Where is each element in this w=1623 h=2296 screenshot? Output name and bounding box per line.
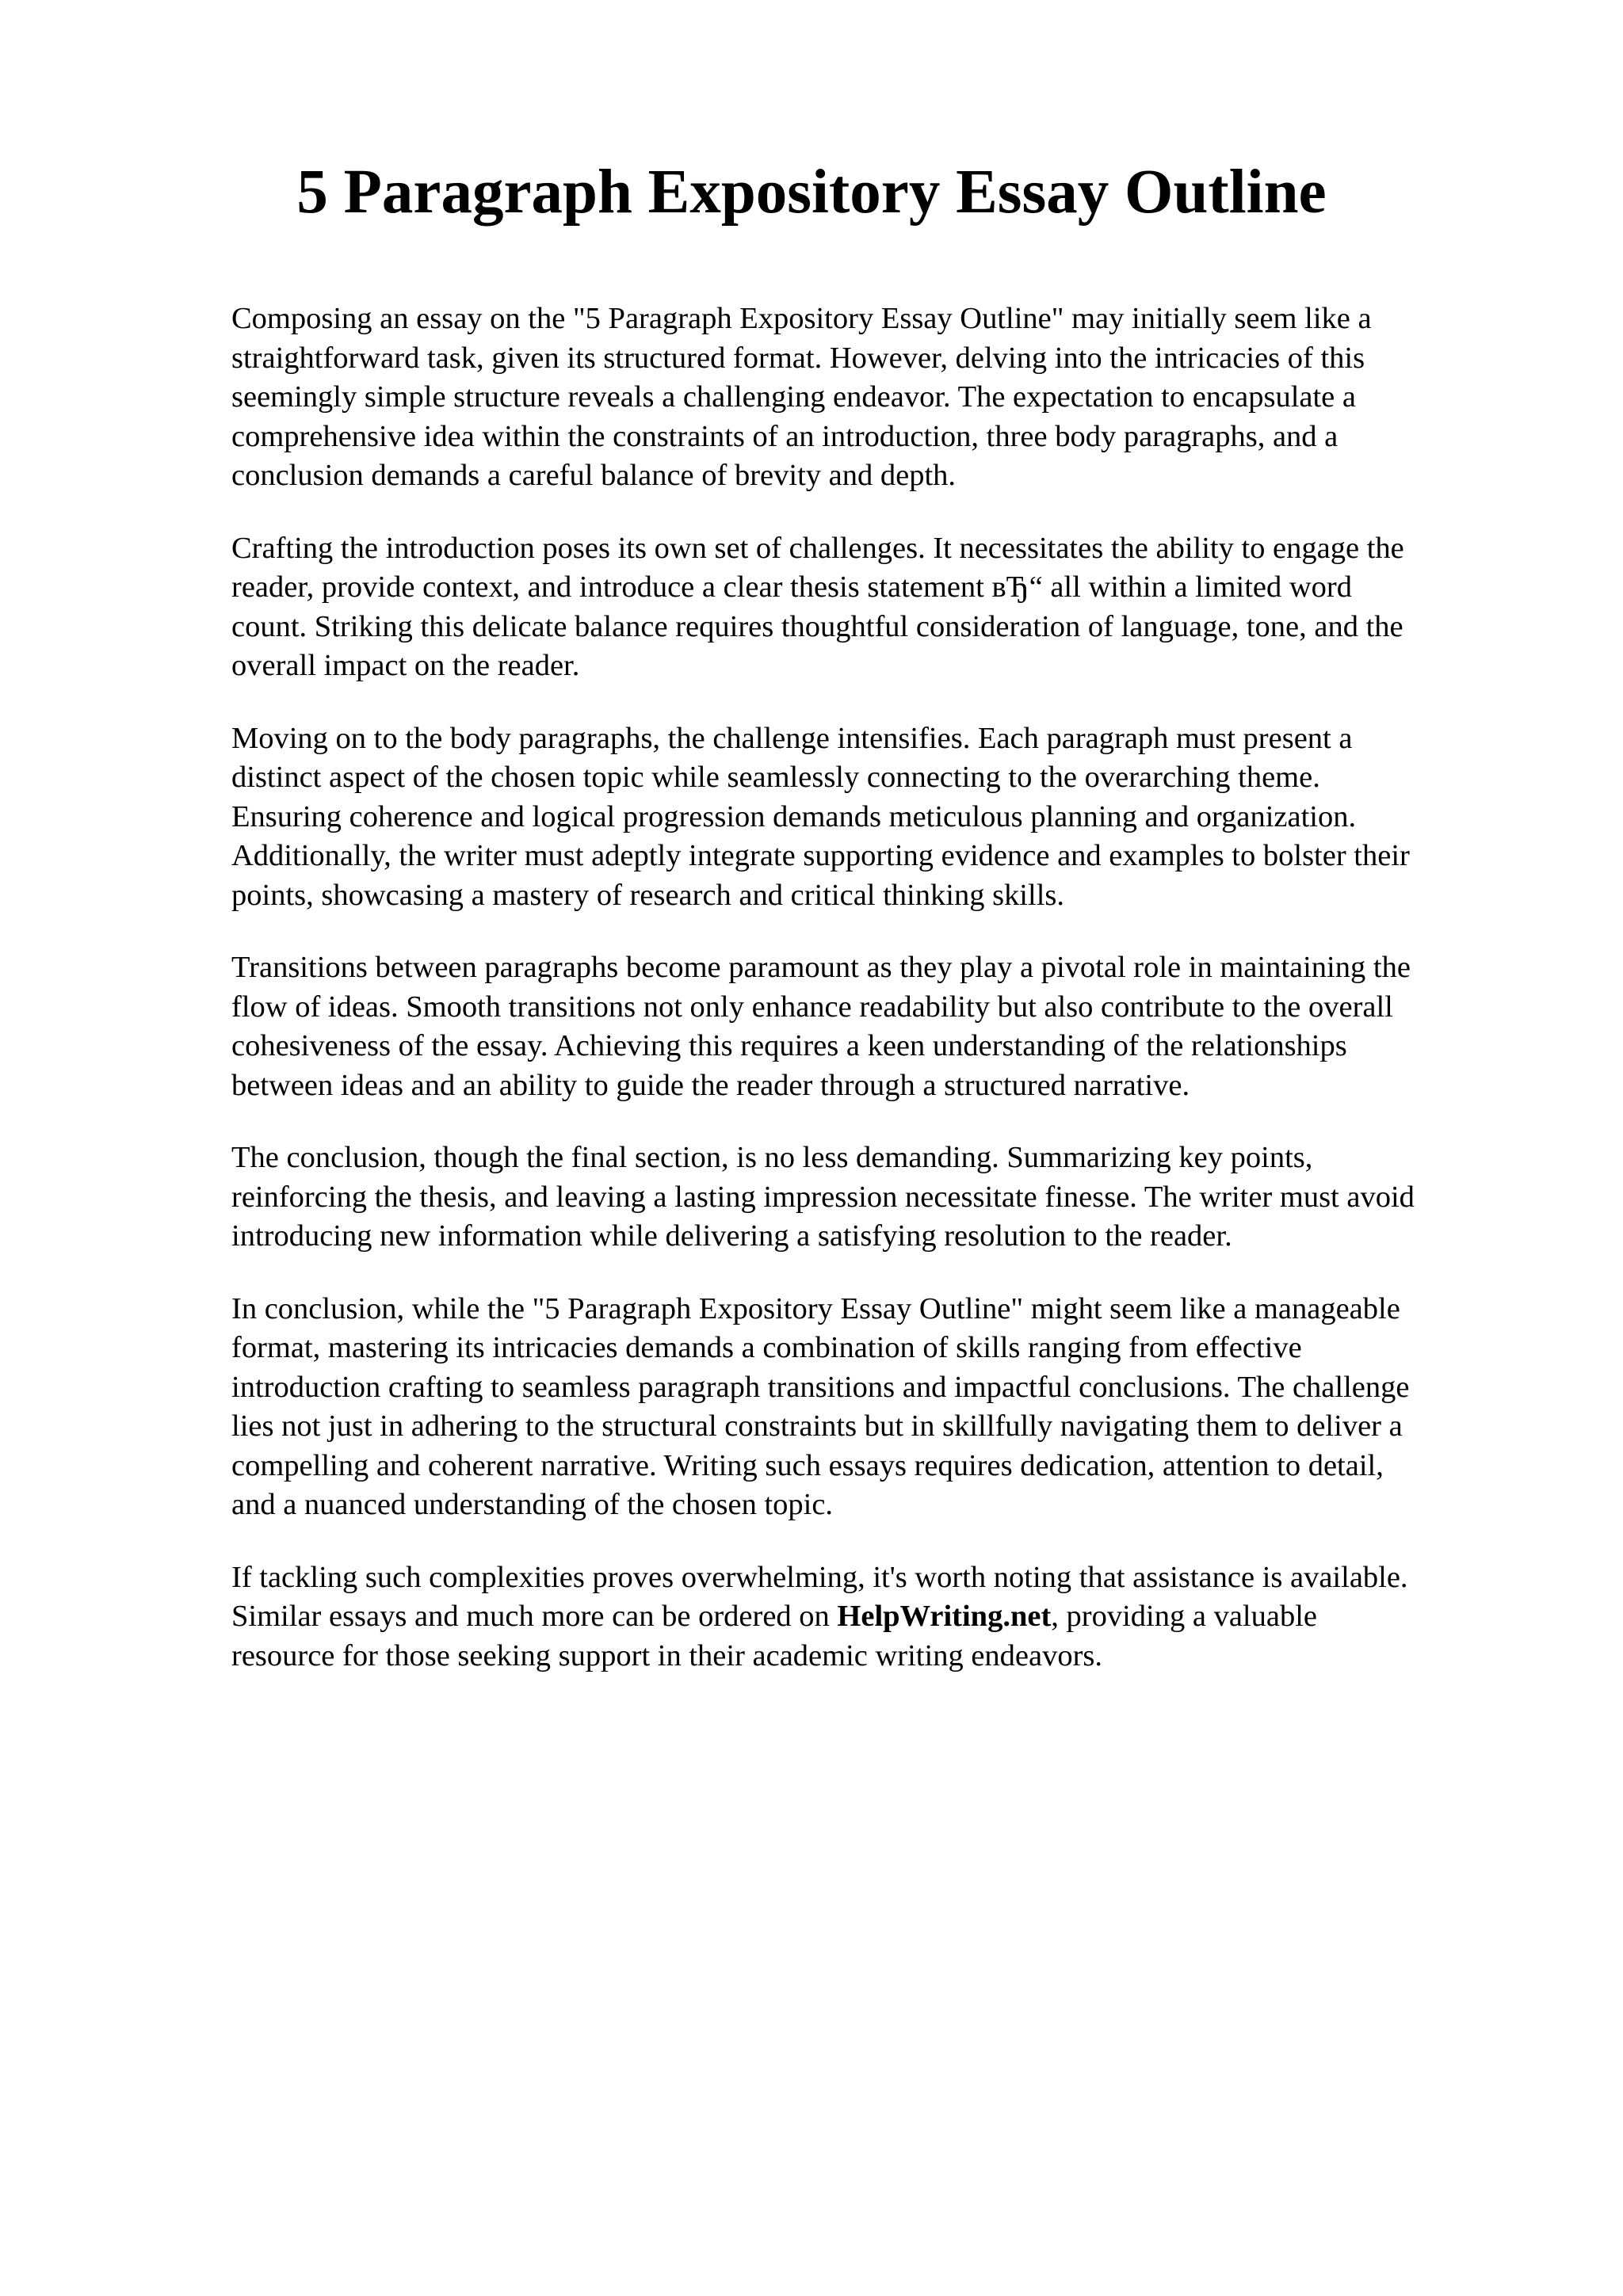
text-line: count. Striking this delicate balance requires thoughtful consideration of language, tone, and the [231, 609, 1403, 643]
paragraph-transitions [231, 948, 1515, 1105]
text-line: format, mastering its intricacies demands a combination of skills ranging from effective [231, 1331, 1302, 1364]
text-line: reader, provide context, and introduce a clear thesis statement вЂ“ all within a limited word [231, 570, 1352, 604]
text-line: cohesiveness of the essay. Achieving this requires a keen understanding of the relationships [231, 1029, 1347, 1062]
text-line: In conclusion, while the "5 Paragraph Expository Essay Outline" might seem like a manageable [231, 1291, 1400, 1325]
text-segment: , providing a valuable [1051, 1600, 1317, 1633]
text-segment: Similar essays and much more can be ordered on [231, 1600, 838, 1633]
text-line: Crafting the introduction poses its own set of challenges. It necessitates the ability to engage the [231, 531, 1404, 565]
paragraph-in-conclusion [231, 1290, 1515, 1525]
text-line: Moving on to the body paragraphs, the challenge intensifies. Each paragraph must present a [231, 721, 1353, 755]
document-title: 5 Paragraph Expository Essay Outline [296, 158, 1327, 227]
text-line: Composing an essay on the "5 Paragraph Expository Essay Outline" may initially seem like a [231, 302, 1372, 335]
text-line: between ideas and an ability to guide the reader through a structured narrative. [231, 1068, 1190, 1102]
text-line: lies not just in adhering to the structural constraints but in skillfully navigating them to deliver a [231, 1409, 1403, 1443]
paragraph-intro [231, 299, 1515, 496]
text-line: and a nuanced understanding of the chosen topic. [231, 1488, 834, 1521]
text-line: The conclusion, though the final section, is no less demanding. Summarizing key points, [231, 1141, 1313, 1174]
text-line: overall impact on the reader. [231, 649, 580, 682]
text-line-with-brand [231, 1597, 1515, 1637]
paragraph-body-challenges [231, 719, 1515, 916]
text-line: conclusion demands a careful balance of brevity and depth. [231, 459, 957, 492]
text-line: flow of ideas. Smooth transitions not only enhance readability but also contribute to the overall [231, 990, 1393, 1024]
text-line: distinct aspect of the chosen topic while seamlessly connecting to the overarching theme. [231, 761, 1320, 794]
text-line: Transitions between paragraphs become paramount as they play a pivotal role in maintaining the [231, 951, 1411, 984]
text-line: Additionally, the writer must adeptly integrate supporting evidence and examples to bolster their [231, 839, 1410, 872]
text-line: Ensuring coherence and logical progression demands meticulous planning and organization. [231, 799, 1357, 833]
text-line: compelling and coherent narrative. Writing such essays requires dedication, attention to detail, [231, 1448, 1384, 1482]
text-line: comprehensive idea within the constraints of an introduction, three body paragraphs, and a [231, 419, 1338, 453]
brand-link-helpwriting[interactable]: HelpWriting.net [837, 1600, 1052, 1633]
text-line: If tackling such complexities proves overwhelming, it's worth noting that assistance is available. [231, 1560, 1408, 1594]
paragraph-conclusion-challenges [231, 1138, 1515, 1257]
text-line: straightforward task, given its structured format. However, delving into the intricacies of this [231, 341, 1365, 375]
paragraph-introduction-challenges [231, 529, 1515, 686]
text-line: seemingly simple structure reveals a challenging endeavor. The expectation to encapsulate a [231, 380, 1356, 414]
text-line: introducing new information while delivering a satisfying resolution to the reader. [231, 1219, 1232, 1253]
text-line: resource for those seeking support in their academic writing endeavors. [231, 1638, 1103, 1672]
text-line: reinforcing the thesis, and leaving a lasting impression necessitate finesse. The writer must avoid [231, 1180, 1415, 1214]
text-line: introduction crafting to seamless paragraph transitions and impactful conclusions. The challenge [231, 1370, 1410, 1404]
text-line: points, showcasing a mastery of research and critical thinking skills. [231, 878, 1065, 912]
paragraph-assistance [231, 1558, 1515, 1676]
document-body [231, 299, 1515, 1709]
